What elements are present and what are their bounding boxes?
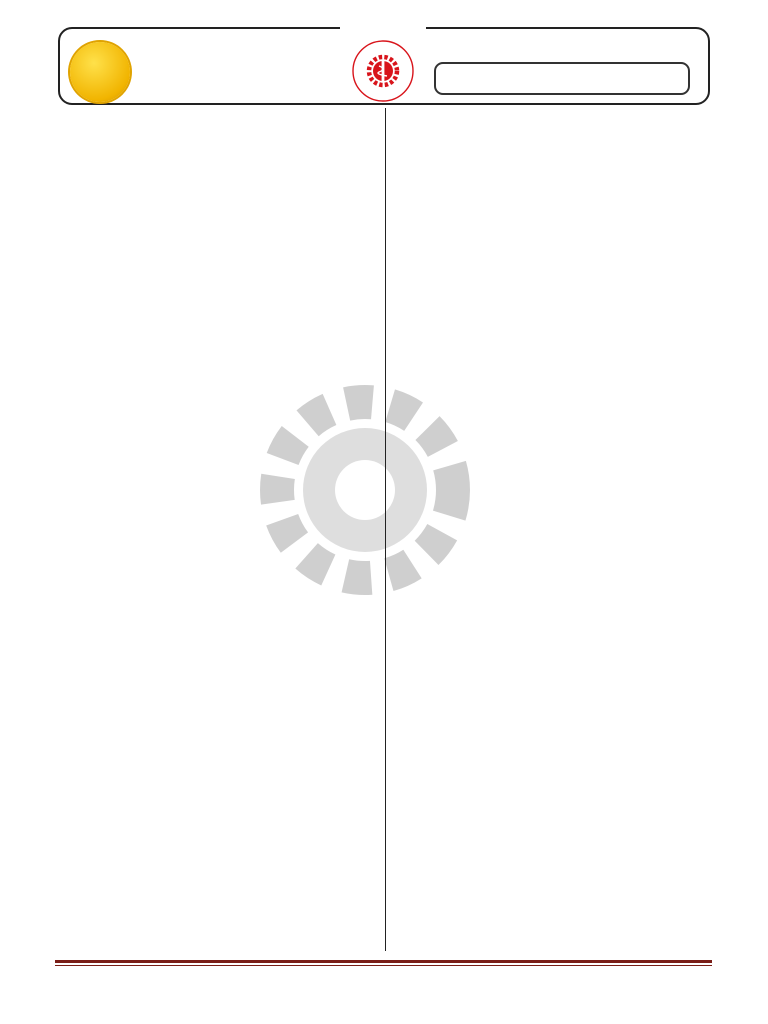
professor-box [434,62,690,95]
left-column [57,108,376,128]
practica-label [340,22,426,36]
academy-seal-icon [342,39,424,103]
fleming-watermark [180,360,600,660]
gear-icon [277,402,453,578]
footer-rule-thin [55,965,712,966]
right-column [392,131,711,151]
column-divider [385,108,386,951]
footer-rule-thick [55,960,712,963]
anniversary-badge-icon [70,42,130,102]
